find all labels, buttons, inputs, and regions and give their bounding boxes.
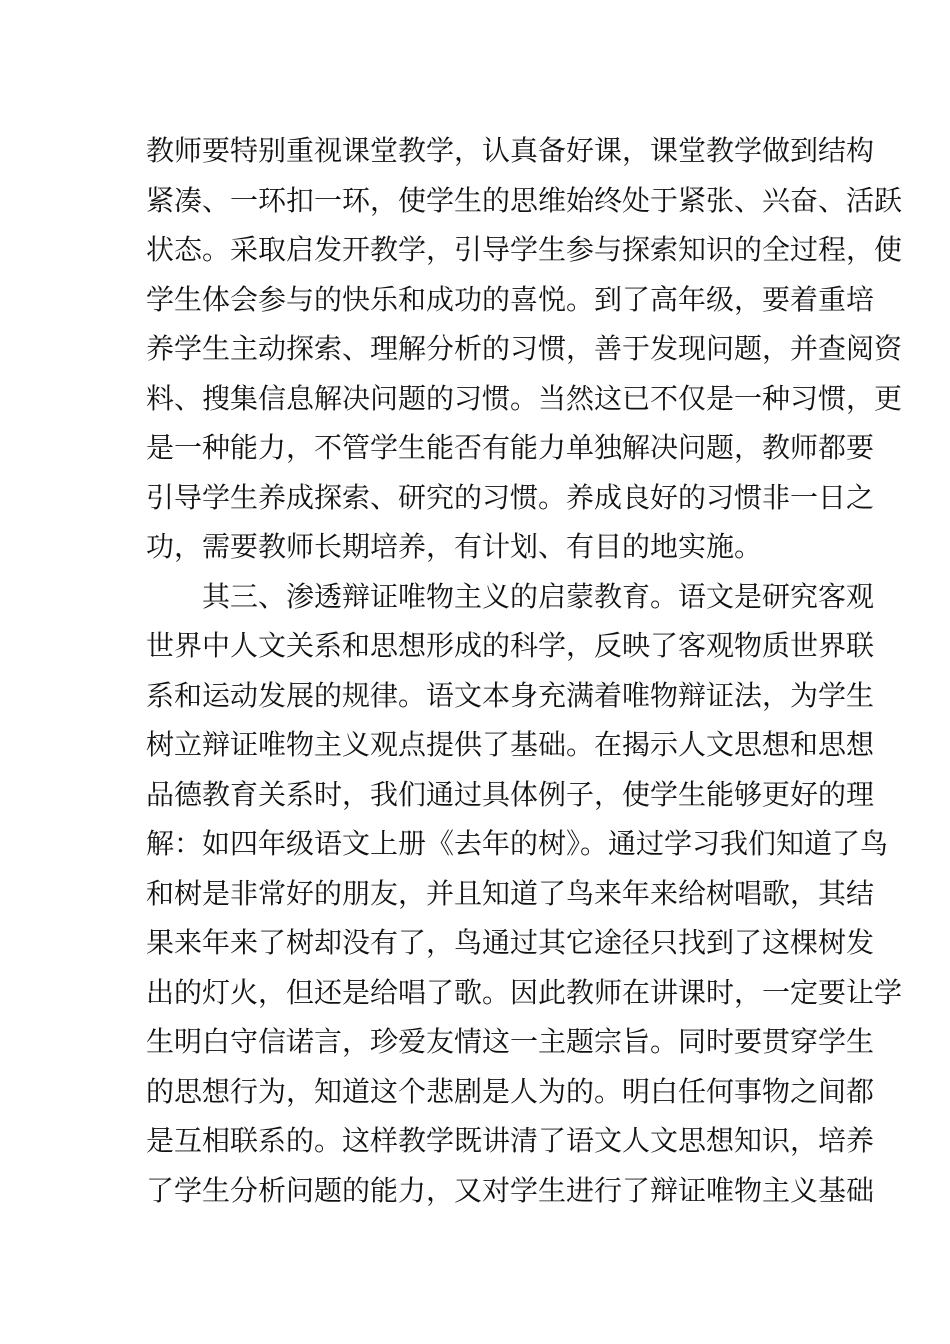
text-line: 学生体会参与的快乐和成功的喜悦。到了高年级，要着重培 <box>146 283 875 316</box>
text-line: 的思想行为，知道这个悲剧是人为的。明白任何事物之间都 <box>146 1075 875 1108</box>
text-line: 生明白守信诺言，珍爱友情这一主题宗旨。同时要贯穿学生 <box>146 1025 875 1058</box>
text-line: 品德教育关系时，我们通过具体例子，使学生能够更好的理 <box>146 778 875 811</box>
text-line: 是一种能力，不管学生能否有能力单独解决问题，教师都要 <box>146 431 875 464</box>
text-line: 功，需要教师长期培养，有计划、有目的地实施。 <box>146 530 763 563</box>
text-line: 树立辩证唯物主义观点提供了基础。在揭示人文思想和思想 <box>146 728 875 761</box>
text-line: 果来年来了树却没有了，鸟通过其它途径只找到了这棵树发 <box>146 926 875 959</box>
text-line: 状态。采取启发开教学，引导学生参与探索知识的全过程，使 <box>146 233 903 266</box>
text-line: 料、搜集信息解决问题的习惯。当然这已不仅是一种习惯，更 <box>146 382 903 415</box>
text-line: 养学生主动探索、理解分析的习惯，善于发现问题，并查阅资 <box>146 332 903 365</box>
text-line: 出的灯火，但还是给唱了歌。因此教师在讲课时，一定要让学 <box>146 976 903 1009</box>
paragraph-first-line: 其三、渗透辩证唯物主义的启蒙教育。语文是研究客观 <box>202 580 875 613</box>
text-line: 解：如四年级语文上册《去年的树》。通过学习我们知道了鸟 <box>146 827 889 860</box>
text-line: 和树是非常好的朋友，并且知道了鸟来年来给树唱歌，其结 <box>146 877 875 910</box>
text-line: 世界中人文关系和思想形成的科学，反映了客观物质世界联 <box>146 629 875 662</box>
text-line: 是互相联系的。这样教学既讲清了语文人文思想知识，培养 <box>146 1124 875 1157</box>
text-line: 教师要特别重视课堂教学，认真备好课，课堂教学做到结构 <box>146 134 875 167</box>
text-line: 紧凑、一环扣一环，使学生的思维始终处于紧张、兴奋、活跃 <box>146 184 903 217</box>
text-line: 了学生分析问题的能力，又对学生进行了辩证唯物主义基础 <box>146 1174 875 1207</box>
text-line: 系和运动发展的规律。语文本身充满着唯物辩证法，为学生 <box>146 679 875 712</box>
text-line: 引导学生养成探索、研究的习惯。养成良好的习惯非一日之 <box>146 481 875 514</box>
